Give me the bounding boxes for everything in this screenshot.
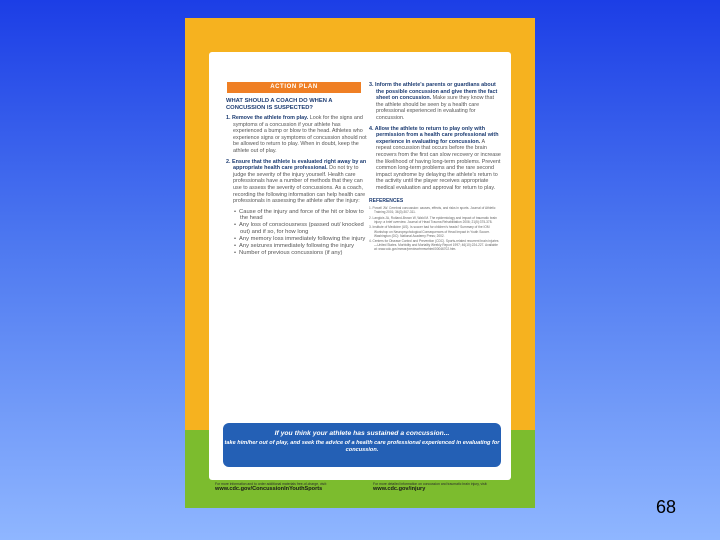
coach-question: WHAT SHOULD A COACH DO WHEN A CONCUSSION IS SUSPECTED? xyxy=(226,98,333,111)
list-item: 2. Langlois JA, Rutland-Brown W, Wald M. The epidemiology and impact of traumatic brain injury: a brief overview. Journal of Head Trauma Rehabilitation 2006; 21(5):375-378. xyxy=(369,215,497,224)
list-item: 4. Centers for Disease Control and Prevention (CDC). Sports-related recurrent brain injuries—United States. Morbidity and Mortality Weekly Report 1997; 46(10):224-227. Available at: www.cdc.gov/mmwr/preview/mmwrhtml/00046702.htm. xyxy=(369,239,499,252)
injury-info-list xyxy=(234,209,368,257)
banner-subtext: take him/her out of play, and seek the advice of a health care professional experienced in evaluating for concussion. xyxy=(224,440,500,453)
list-item: 3. Institute of Medicine (US). Is soccer bad for children's heads? Summary of the IOM Workshop on Neuropsychological Consequences of Head Impact in Youth Soccer. Washington (DC): National Academy Press; 2002. xyxy=(369,225,490,238)
step-3-lead: 3. Inform the athlete's parents or guardians about the possible concussion and give them the fact sheet on concussion. xyxy=(369,82,498,102)
concussion-poster xyxy=(185,18,535,508)
references-list xyxy=(369,206,501,251)
footer-left xyxy=(215,482,365,492)
references-title: REFERENCES xyxy=(369,197,404,204)
concussion-banner xyxy=(223,423,501,467)
list-item: • Any seizures immediately following the injury xyxy=(234,243,368,250)
step-4-lead: 4. Allow the athlete to return to play only with permission from a health care professional with experience in evaluating for concussion. xyxy=(369,125,499,145)
list-item: • Any loss of consciousness (passed out/ knocked out) and if so, for how long xyxy=(234,222,368,235)
footer-right xyxy=(373,482,513,492)
list-item: • Any memory loss immediately following the injury xyxy=(234,236,368,243)
step-4-text: A repeat concussion that occurs before the brain recovers from the first can slow recovery or increase the likelihood of having long-term problems. Prevent common long-term problems and the rare second impact syndrome by delaying the athlete's return to the activity until the player receives appropriate medical evaluation and approval for return to play. xyxy=(376,138,501,191)
step-4 xyxy=(369,126,501,192)
list-item: 1. Powell JW. Cerebral concussion: causes, effects, and risks in sports. Journal of Athletic Training 2001; 36(3):307-311. xyxy=(369,206,496,215)
footer-right-url[interactable]: www.cdc.gov/injury xyxy=(373,486,426,492)
left-column xyxy=(226,98,368,257)
footer-left-url[interactable]: www.cdc.gov/ConcussionInYouthSports xyxy=(215,486,323,492)
action-plan-header: ACTION PLAN xyxy=(227,82,361,93)
step-2 xyxy=(226,159,368,205)
step-1-text: Look for the signs and symptoms of a concussion if your athlete has experienced a bump or blow to the head. Athletes who experience signs or symptoms of concussion should not be allowed to return to play. When in doubt, keep the athlete out of play. xyxy=(233,115,367,154)
list-item: • Number of previous concussions (if any) xyxy=(234,250,368,257)
footer-right-text: For more detailed information on concussion and traumatic brain injury, visit: xyxy=(373,482,488,486)
step-1 xyxy=(226,115,368,155)
step-2-text: Do not try to judge the severity of the injury yourself. Health care professionals have a number of methods that they can use to assess the severity of concussions. As a coach, recording the following information can help health care professionals in assessing the athlete after the injury: xyxy=(233,165,366,205)
step-2-lead: 2. Ensure that the athlete is evaluated right away by an appropriate health care professional. xyxy=(226,158,367,172)
right-column xyxy=(369,82,501,253)
slide-number: 68 xyxy=(655,497,676,517)
poster-card xyxy=(209,52,511,480)
footer-left-text: For more information and to order additional materials free-of-charge, visit: xyxy=(215,482,327,486)
list-item: • Cause of the injury and force of the hit or blow to the head xyxy=(234,209,368,222)
banner-headline: If you think your athlete has sustained a concussion... xyxy=(274,430,450,437)
step-1-lead: 1. Remove the athlete from play. xyxy=(226,115,309,121)
step-3 xyxy=(369,82,501,122)
step-3-text: Make sure they know that the athlete should be seen by a health care professional experienced in evaluating for concussion. xyxy=(376,95,495,121)
